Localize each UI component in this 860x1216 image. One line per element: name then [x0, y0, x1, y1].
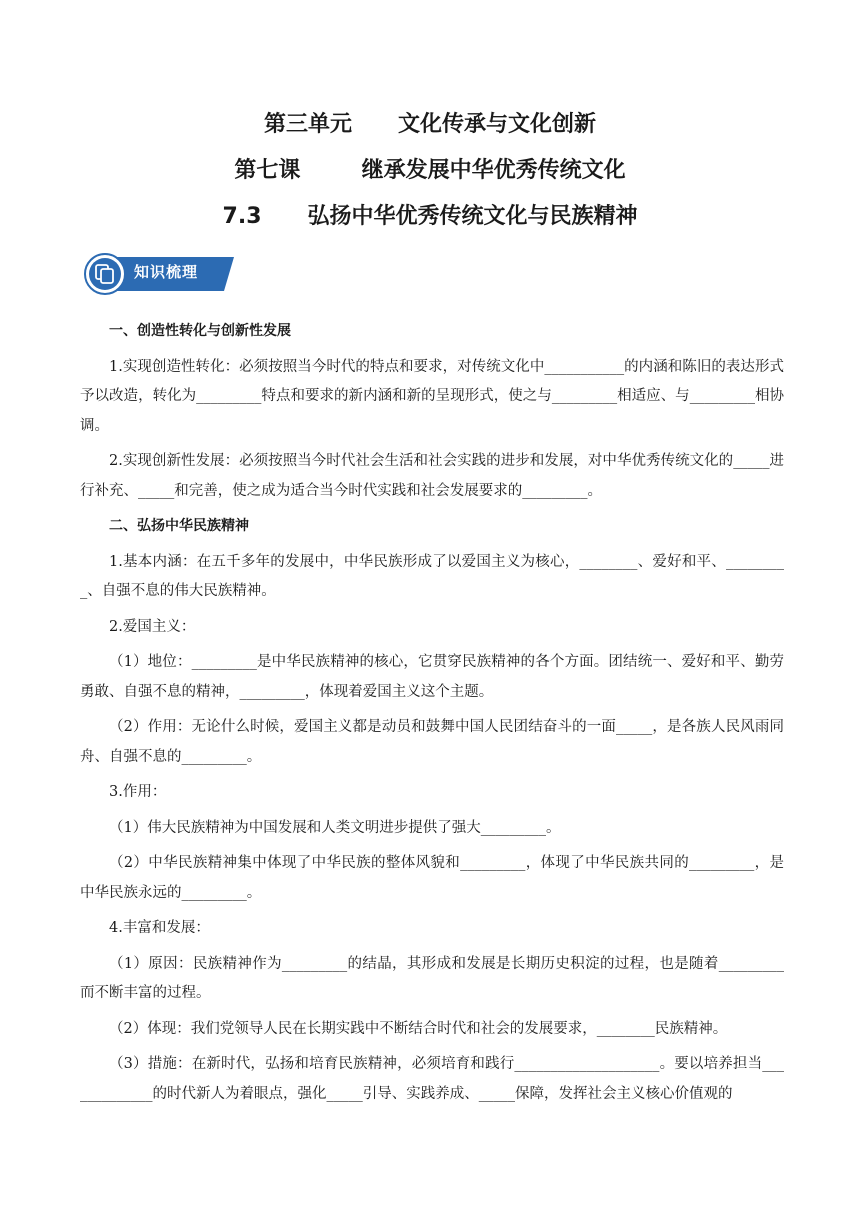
- paragraph: （1）原因：民族精神作为_________的结晶，其形成和发展是长期历史积淀的过程，也是随着_________而不断丰富的过程。: [80, 955, 784, 1001]
- paragraph: （2）体现：我们党领导人民在长期实践中不断结合时代和社会的发展要求，________民族精神。: [109, 1020, 728, 1037]
- lesson-title: 第七课 继承发展中华优秀传统文化: [234, 158, 626, 183]
- paragraph: （3）措施：在新时代，弘扬和培育民族精神，必须培育和践行____________________。要以培养担当_____________的时代新人为着眼点，强化_____引导、实践养成、_____保障，发挥社会主义核心价值观的: [80, 1056, 784, 1102]
- paragraph: （1）伟大民族精神为中国发展和人类文明进步提供了强大_________。: [109, 819, 561, 836]
- knowledge-badge: [84, 253, 240, 295]
- badge-label: 知识梳理: [134, 263, 199, 281]
- paragraph: 3.作用：: [109, 784, 167, 800]
- paragraph: （2）中华民族精神集中体现了中华民族的整体风貌和_________，体现了中华民族共同的_________，是中华民族永远的_________。: [80, 855, 784, 901]
- section-heading-1: 一、创造性转化与创新性发展: [109, 323, 291, 339]
- section-title: 7.3 弘扬中华优秀传统文化与民族精神: [222, 204, 638, 229]
- paragraph: 2.爱国主义：: [109, 618, 196, 635]
- paragraph: 1.实现创造性转化：必须按照当今时代的特点和要求，对传统文化中___________的内涵和陈旧的表达形式予以改造，转化为_________特点和要求的新内涵和新的呈现形式，使之与_________相适应、与_________相协调。: [80, 358, 784, 434]
- title-block: [0, 112, 860, 250]
- paragraph: 4.丰富和发展：: [109, 920, 210, 936]
- paragraph: （1）地位：_________是中华民族精神的核心，它贯穿民族精神的各个方面。团结统一、爱好和平、勤劳勇敢、自强不息的精神，_________，体现着爱国主义这个主题。: [80, 654, 784, 700]
- content-body: [80, 313, 784, 1115]
- document-stack-icon: [94, 263, 116, 285]
- paragraph: 1.基本内涵：在五千多年的发展中，中华民族形成了以爱国主义为核心，________、爱好和平、_________、自强不息的伟大民族精神。: [80, 553, 784, 599]
- section-heading-2: 二、弘扬中华民族精神: [109, 518, 249, 534]
- paragraph: 2.实现创新性发展：必须按照当今时代社会生活和社会实践的进步和发展，对中华优秀传统文化的_____进行补充、_____和完善，使之成为适合当今时代实践和社会发展要求的_________。: [80, 453, 784, 499]
- paragraph: （2）作用：无论什么时候，爱国主义都是动员和鼓舞中国人民团结奋斗的一面_____，是各族人民风雨同舟、自强不息的_________。: [80, 719, 784, 765]
- unit-title: 第三单元 文化传承与文化创新: [264, 112, 596, 137]
